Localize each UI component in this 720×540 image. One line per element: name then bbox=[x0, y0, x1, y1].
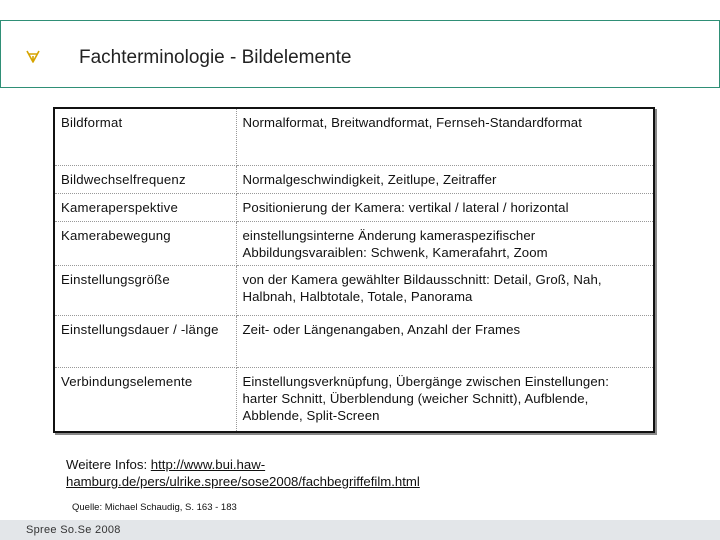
checkmark-bullet-icon bbox=[25, 48, 41, 64]
description-cell: Zeit- oder Längenangaben, Anzahl der Frames bbox=[236, 315, 653, 367]
term-cell: Bildformat bbox=[55, 109, 236, 165]
term-cell: Bildwechselfrequenz bbox=[55, 165, 236, 193]
term-cell: Einstellungsdauer / -länge bbox=[55, 315, 236, 367]
table-row bbox=[55, 109, 653, 165]
terminology-table bbox=[53, 107, 655, 433]
description-cell: Normalformat, Breitwandformat, Fernseh-Standardformat bbox=[236, 109, 653, 165]
term-cell: Einstellungsgröße bbox=[55, 265, 236, 315]
table-row bbox=[55, 265, 653, 315]
table-row bbox=[55, 315, 653, 367]
description-cell: Einstellungsverknüpfung, Übergänge zwischen Einstellungen: harter Schnitt, Überblendung (weicher Schnitt), Aufblende, Abblende, Split-Screen bbox=[242, 373, 609, 423]
further-info bbox=[66, 456, 486, 490]
term-cell: Kamerabewegung bbox=[55, 221, 236, 265]
table-row bbox=[55, 221, 653, 265]
table-row bbox=[55, 193, 653, 221]
description-cell: einstellungsinterne Änderung kameraspezifischer Abbildungsvaraiblen: Schwenk, Kamerafahrt, Zoom bbox=[236, 221, 653, 265]
description-cell: Normalgeschwindigkeit, Zeitlupe, Zeitraffer bbox=[236, 165, 653, 193]
table-row bbox=[55, 165, 653, 193]
info-link[interactable]: http://www.bui.haw-hamburg.de/pers/ulrike.spree/sose2008/fachbegriffefilm.html bbox=[66, 457, 420, 489]
term-cell: Kameraperspektive bbox=[55, 193, 236, 221]
description-cell: von der Kamera gewählter Bildausschnitt: Detail, Groß, Nah, Halbnah, Halbtotale, Totale, Panorama bbox=[236, 265, 653, 315]
footer-text: Spree So.Se 2008 bbox=[26, 524, 121, 536]
title-bar bbox=[0, 20, 720, 88]
page-title: Fachterminologie - Bildelemente bbox=[79, 47, 352, 68]
source-citation: Quelle: Michael Schaudig, S. 163 - 183 bbox=[72, 502, 237, 513]
info-prefix: Weitere Infos: bbox=[66, 457, 151, 472]
description-cell: Positionierung der Kamera: vertikal / lateral / horizontal bbox=[236, 193, 653, 221]
table-row bbox=[55, 367, 653, 431]
term-cell: Verbindungselemente bbox=[55, 367, 236, 431]
footer-bar bbox=[0, 520, 720, 540]
